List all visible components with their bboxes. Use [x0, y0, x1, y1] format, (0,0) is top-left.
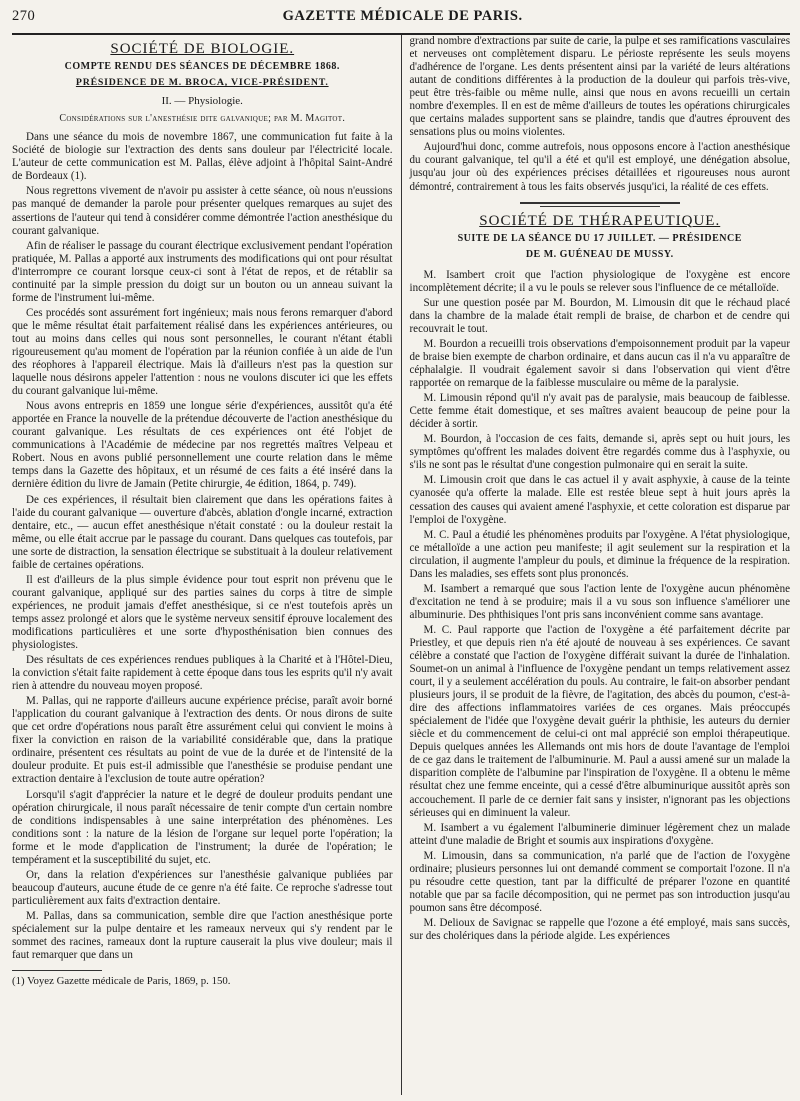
society-title: SOCIÉTÉ DE BIOLOGIE.: [110, 41, 295, 57]
paragraph: M. Isambert croit que l'action physiologique de l'oxygène est encore incomplètement décrite; il a vu le pouls se relever sous l'influence de ce métalloïde.: [409, 268, 790, 294]
paragraph: M. Pallas, qui ne rapporte d'ailleurs aucune expérience précise, paraît avoir borné l'application du courant galvanique à l'extraction des dents. Or nous dirons de suite que cet ordre d'opérations nous paraît être assurément celui qui convient le moins à fixer la conviction en raison de la variabilité considérable que, dans la pratique ordinaire, présentent ces résultats au point de vue de la durée et de l'intensité de la douleur produite. Et puis est-il admissible que l'anesthésie se produise pendant une extraction dentaire à l'exclusion de toute autre opération?: [12, 695, 393, 786]
session-line: SUITE DE LA SÉANCE DU 17 JUILLET. — PRÉSIDENCE: [457, 232, 742, 244]
paragraph: M. Bourdon a recueilli trois observations d'empoisonnement produit par la vapeur de braise bien exempte de charbon ordinaire, et dans aucun cas il n'a vu apparaître de céphalalgie. Il voudrait également savoir si dans l'observation qui vient d'être rapportée on remarque de la faiblesse musculaire ou même de la paralysie.: [409, 337, 790, 390]
paragraph: Or, dans la relation d'expériences sur l'anesthésie galvanique publiées par beaucoup d'auteurs, aucune étude de ce genre n'a été faite. Ce reproche s'adresse tout particulièrement aux faits d'extraction dentaire.: [12, 868, 393, 907]
page-columns: [12, 35, 790, 1095]
footnote-rule: [12, 970, 102, 971]
paragraph: Nous avons entrepris en 1859 une longue série d'expériences, aussitôt qu'a été apportée en France la nouvelle de la prétendue découverte de l'action anesthésique du courant galvanique. Les résultats de ces expériences ont été l'objet de communications à l'Académie de médecine par nos regrettés maîtres Velpeau et Robert. Nous en avons publié personnellement une courte relation dans le même temps dans la Gazette des hôpitaux, et un résumé de ces faits a été inséré dans la dernière édition du livre de Jamain (Petite chirurgie, 4e édition, 1864, p. 749).: [12, 400, 393, 491]
running-head: [12, 8, 790, 30]
paragraph: M. Limousin, dans sa communication, n'a parlé que de l'action de l'oxygène ordinaire; plusieurs personnes lui ont demandé comment se comportait l'ozone. Il n'a pu résoudre cette question, tant par la difficulté de préparer l'ozone en quantité notable que par sa facile décomposition, qui ne permet pas son introduction jusqu'au poumon sans être décomposé.: [409, 849, 790, 914]
article-title: Considérations sur l'anesthésie dite galvanique; par M. Magitot.: [59, 113, 346, 125]
paragraph: M. Delioux de Savignac se rappelle que l'ozone a été employé, mais sans succès, sur des cholériques dans la période algide. Les expériences: [409, 916, 790, 942]
section-separator-thin: [540, 206, 660, 207]
paragraph: M. Isambert a vu également l'albuminerie diminuer légèrement chez un malade atteint d'une maladie de Bright et soumis aux inspirations d'oxygène.: [409, 821, 790, 847]
paragraph: M. Pallas, dans sa communication, semble dire que l'action anesthésique porte spécialement sur la pulpe dentaire et les rameaux nerveux qui s'y rendent par le sommet des racines, rameaux dont la rupture causerait la plus vive douleur; mais il faut remarquer que dans un: [12, 909, 393, 962]
section-heading: II. — Physiologie.: [161, 95, 243, 108]
society-title: SOCIÉTÉ DE THÉRAPEUTIQUE.: [479, 212, 721, 229]
paragraph: De ces expériences, il résultait bien clairement que dans les opérations faites à l'aide du courant galvanique — ouverture d'abcès, ablation d'ongle incarné, extraction dentaire, etc., — aucun effet anesthésique n'était constaté : ou la douleur restait la même, ou elle était accrue par le passage du courant. Dans quelques cas toutefois, par une sorte de distraction, la sensation électrique se substituait à la douleur relativement faible de certaines opérations.: [12, 493, 393, 571]
presidency-line: PRÉSIDENCE DE M. BROCA, VICE-PRÉSIDENT.: [75, 77, 329, 89]
paragraph: M. Limousin répond qu'il n'y avait pas de paralysie, mais beaucoup de faiblesse. Cette femme était domestique, et ses maîtres avaient beaucoup de peine pour la décider à sortir.: [409, 392, 790, 431]
journal-title: GAZETTE MÉDICALE DE PARIS.: [282, 8, 523, 24]
left-column: [12, 35, 401, 1095]
footnote: (1) Voyez Gazette médicale de Paris, 1869, p. 150.: [12, 975, 231, 988]
paragraph: M. C. Paul a étudié les phénomènes produits par l'oxygène. A l'état physiologique, ce métalloïde a une action peu manifeste; il agit seulement sur la respiration et la circulation, il augmente l'ampleur du pouls, et diminue la fréquence de la respiration. Dans les maladies, ses effets sont plus prononcés.: [409, 528, 790, 580]
report-title: COMPTE RENDU DES SÉANCES DE DÉCEMBRE 1868.: [64, 61, 340, 73]
paragraph: Afin de réaliser le passage du courant électrique exclusivement pendant l'opération pratiquée, M. Pallas a apporté aux instruments des modifications qui ont pour résultat d'interrompre ce courant lorsque ceux-ci sont à l'état de repos, et de rétablir sa continuité par la simple pression du doigt sur un bouton ou un anneau suivant la forme de l'instrument lui-même.: [12, 239, 393, 304]
section-separator: [520, 202, 680, 204]
paragraph: Sur une question posée par M. Bourdon, M. Limousin dit que le réchaud placé dans la chambre de la malade était rempli de braise, de charbon et de cendre qui recouvrait le tout.: [409, 296, 790, 335]
paragraph: grand nombre d'extractions par suite de carie, la pulpe et ses ramifications vasculaires et nerveuses ont complètement disparu. Le périoste représente les seuls moyens d'adhérence de l'organe. Les dents présentent ainsi par la variété de leurs altérations autant de conditions différentes à la production de la douleur qui parfois très-vive, peut être très-faible ou même nulle, ainsi que nous en avons recueilli un certain nombre d'exemples. Il en est de même d'ailleurs de toutes les opérations chirurgicales que certains malades supportent sans se plaindre, tandis que d'autres éprouvent des sensations plus ou moins violentes.: [409, 35, 790, 139]
paragraph: Nous regrettons vivement de n'avoir pu assister à cette séance, où nous n'eussions pas manqué de demander la parole pour présenter quelques remarques au sujet des assertions de l'auteur qui tend à considérer comme démontrée l'action anesthésique du courant galvanique.: [12, 185, 393, 237]
paragraph: M. C. Paul rapporte que l'action de l'oxygène a été parfaitement décrite par Priestley, et que depuis rien n'a été ajouté de nouveau à ses expériences. Ce savant célèbre a constaté que l'action de l'oxygène différait suivant la durée de l'inhalation. Soumet-on un animal à l'influence de l'oxygène pendant un temps relativement assez court, il y a seulement accélération du pouls. Au contraire, le fait-on absorber pendant plusieurs jours, il se produit de la fièvre, de l'agitation, des abcès du poumon, c'est-à-dire des affections inflammatoires variées de ces organes. Mais préoccupés spécialement de l'idée que l'oxygène devait guérir la phthisie, les auteurs du dernier siècle et du commencement de celui-ci ont mal apprécié son emploi thérapeutique. Depuis quelques années les Allemands ont mis hors de doute l'avantage de l'emploi de ce gaz dans le traitement de l'albuminurie. M. Paul a aussi amené sur un malade la disparition complète de l'albumine par l'inspiration de l'oxygène. Il a obtenu le même résultat chez une femme enceinte, qui a cessé d'être albuminurique aussitôt après son accouchement. Il parle de ce dernier fait sans y insister, n'ignorant pas les objections sérieuses qui en diminuent la valeur.: [409, 623, 790, 819]
paragraph: M. Bourdon, à l'occasion de ces faits, demande si, après sept ou huit jours, les symptômes qu'offrent les malades doivent être regardés comme dus à l'asphyxie, ou s'ils ne sont pas le résultat d'une congestion pulmonaire qui en serait la suite.: [409, 433, 790, 472]
paragraph: M. Limousin croit que dans le cas actuel il y avait asphyxie, à cause de la teinte cyanosée qu'a offerte la malade. Elle est restée bleue sept à huit jours après la cessation des causes qui avaient amené l'asphyxie, et cette coloration est disparue par l'emploi de l'oxygène.: [409, 474, 790, 526]
paragraph: M. Isambert a remarqué que sous l'action lente de l'oxygène aucun phénomène d'excitation ne tend à se produire; mais il a vu sous son influence s'améliorer une albuminurie. Des phthisiques l'ont pris sans inconvénient comme sans avantage.: [409, 582, 790, 621]
session-line: DE M. GUÉNEAU DE MUSSY.: [525, 248, 674, 260]
paragraph: Lorsqu'il s'agit d'apprécier la nature et le degré de douleur produits pendant une opération chirurgicale, il nous paraît nécessaire de tenir compte d'un certain nombre de conditions indispensables à une saine interprétation des phénomènes. Les conditions sont : la nature de la lésion de l'organe sur lequel porte l'opération; la forme et le mode d'application de l'instrument; la durée de l'opération; le tempérament et la susceptibilité du sujet, etc.: [12, 788, 393, 866]
paragraph: Aujourd'hui donc, comme autrefois, nous opposons encore à l'action anesthésique du courant galvanique, tel qu'il a été et qu'il est employé, une dénégation absolue, jusqu'au jour où des expériences précises détaillées et rigoureuses nous auront démontré, contrairement à tous les faits observés jusqu'ici, la réalité de ces effets.: [409, 141, 790, 193]
paragraph: Dans une séance du mois de novembre 1867, une communication fut faite à la Société de biologie sur l'extraction des dents sans douleur par l'électricité locale. L'auteur de cette communication est M. Pallas, élève adjoint à l'hôpital Saint-André de Bordeaux (1).: [12, 131, 393, 183]
paragraph: Il est d'ailleurs de la plus simple évidence pour tout esprit non prévenu que le courant galvanique, appliqué sur des parties saines du corps à titre de simple expériences, ne produit jamais d'effet anesthésique, si ce n'est toutefois après un temps assez prolongé et alors que le système nerveux sensitif éprouve localement des modifications particulières et une sorte d'hyposthénisation bien connues des physiologistes.: [12, 573, 393, 652]
paragraph: Ces procédés sont assurément fort ingénieux; mais nous ferons remarquer d'abord que le même résultat était parfaitement réalisé dans les expériences antérieures, ou tout au moins dans celles qui nous sont personnelles, le courant n'étant établi rigoureusement qu'au moment de l'opération par la réunion confiée à un aide de l'un des réophores à l'appareil électrique. Mais là d'ailleurs n'est pas la question sur laquelle nous désirons appeler l'attention : nous ne voulons discuter ici que les effets du courant galvanique lui-même.: [12, 306, 393, 398]
right-column: [402, 35, 791, 1095]
page-number: 270: [12, 8, 36, 24]
paragraph: Des résultats de ces expériences rendues publiques à la Charité et à l'Hôtel-Dieu, la conviction s'était faite rapidement à cette époque dans tous les esprits qu'il n'y avait rien à attendre du nouveau moyen proposé.: [12, 654, 393, 693]
